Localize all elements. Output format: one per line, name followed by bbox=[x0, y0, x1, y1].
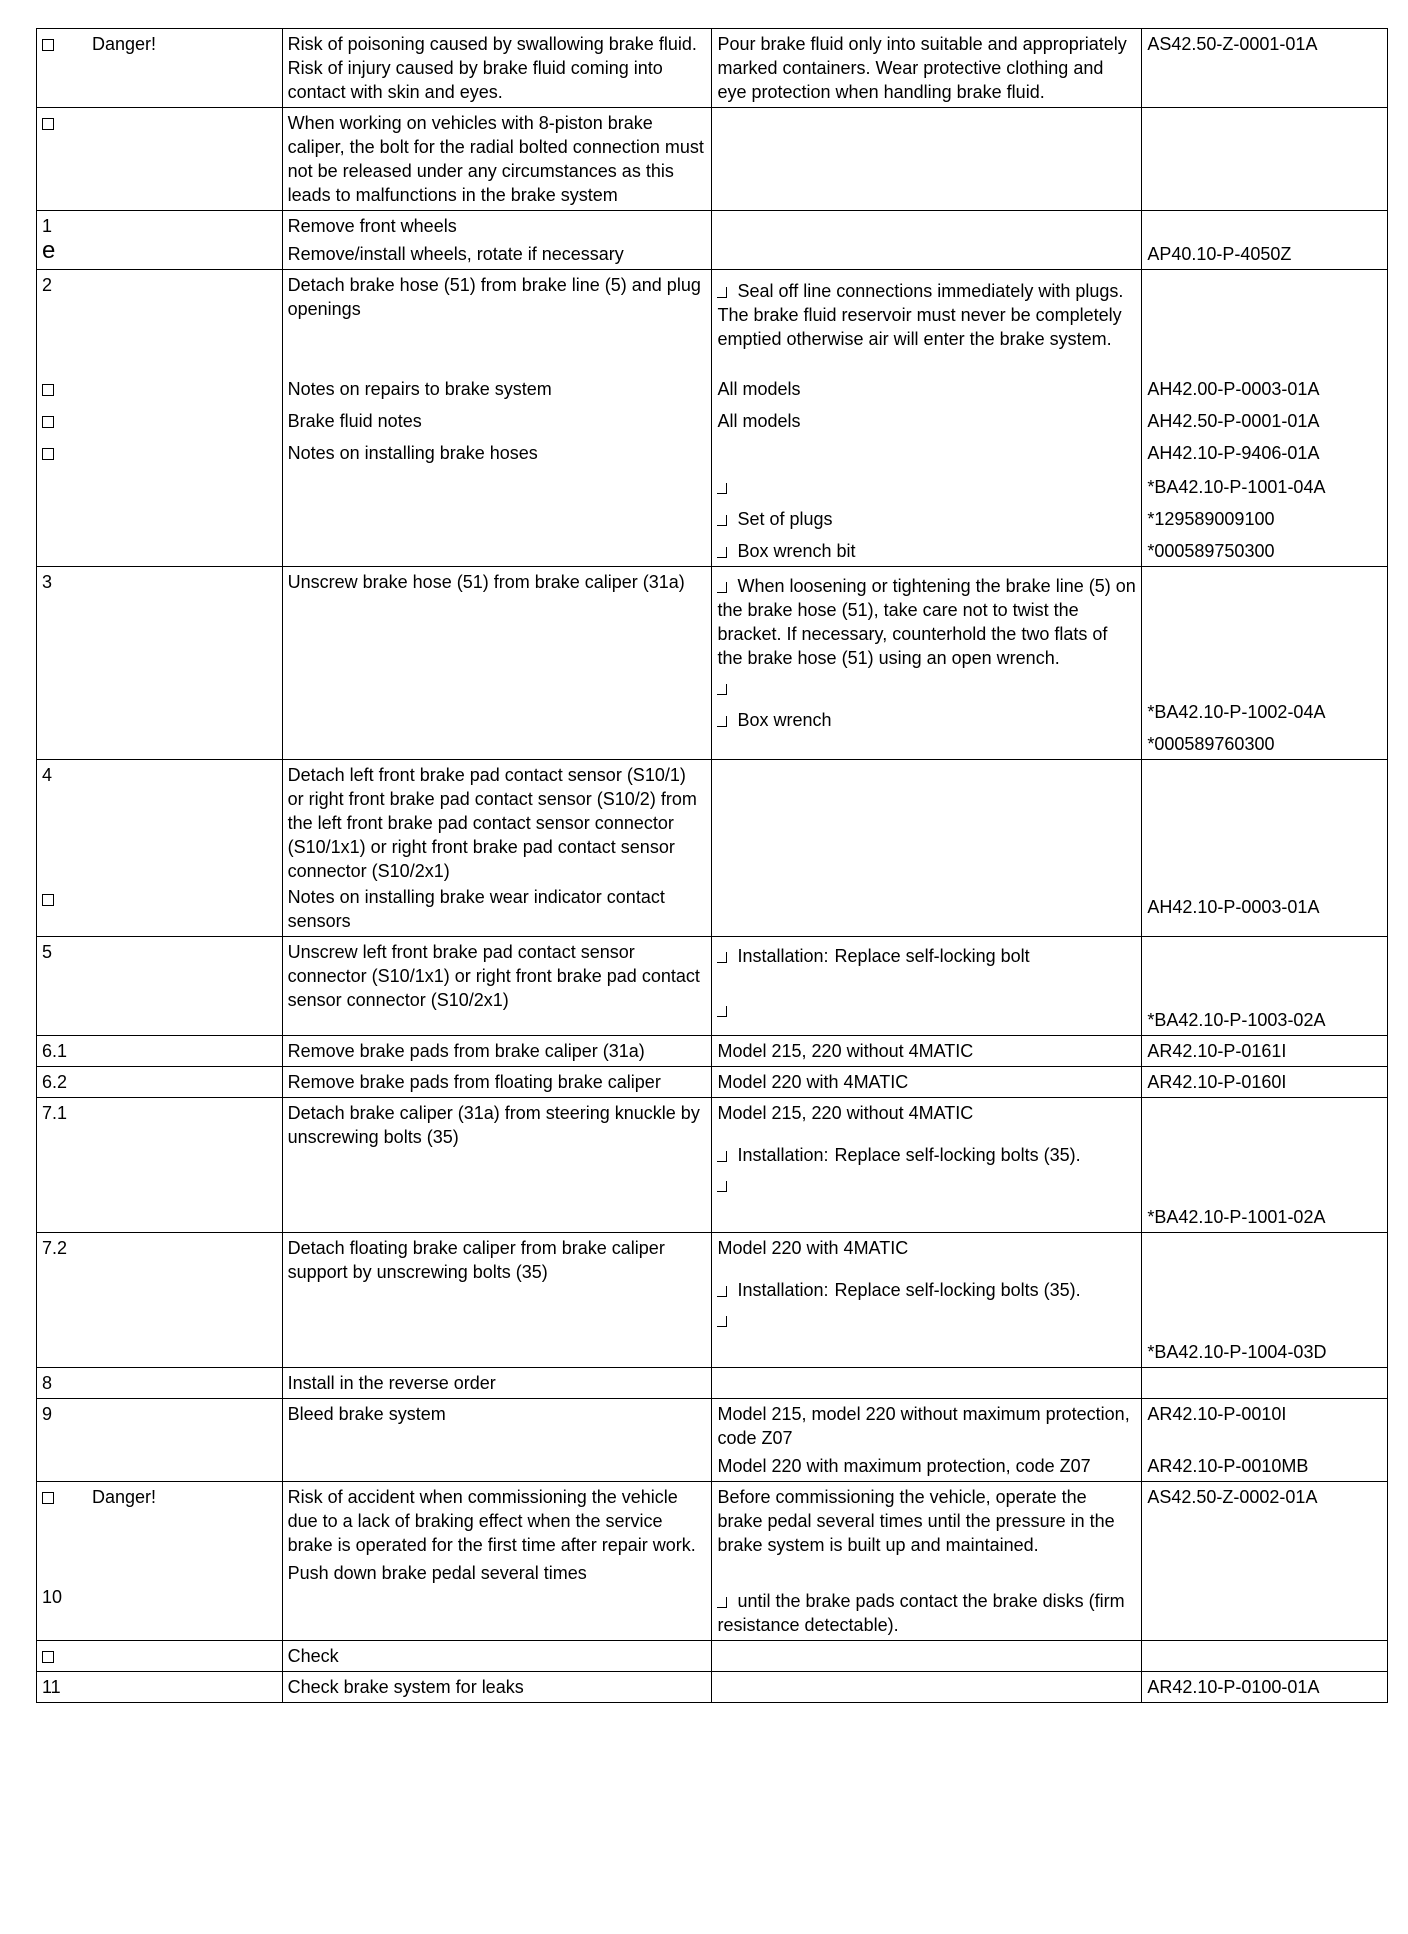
description-cell: Bleed brake system bbox=[282, 1399, 712, 1482]
notes-cell bbox=[712, 1482, 1142, 1641]
notes-cell bbox=[712, 211, 1142, 270]
model-text: Model 215, 220 without 4MATIC bbox=[717, 1103, 974, 1123]
step-number: 2 bbox=[42, 275, 53, 295]
note-text: When loosening or tightening the brake line (5) on the brake hose (51), take care not to twist the bracket. If necessary, counterhold the two flats of the brake hose (51) using an open wrench. bbox=[717, 576, 1136, 668]
checkbox-icon bbox=[42, 39, 54, 51]
bullet-icon bbox=[717, 716, 727, 727]
description-cell: Install in the reverse order bbox=[282, 1368, 712, 1399]
step-cell: 11 bbox=[37, 1672, 283, 1703]
description-cell: Check bbox=[282, 1641, 712, 1672]
bullet-icon bbox=[717, 684, 727, 695]
installation-label: Installation: bbox=[737, 1280, 829, 1300]
step-cell bbox=[37, 270, 283, 567]
step-number: 4 bbox=[42, 765, 53, 785]
checkbox-icon bbox=[42, 448, 54, 460]
model-text: All models bbox=[717, 379, 801, 399]
notes-cell bbox=[712, 1672, 1142, 1703]
table-row bbox=[37, 108, 1388, 211]
description-cell: Unscrew left front brake pad contact sensor connector (S10/1x1) or right front brake pad contact sensor connector (S10/2x1) bbox=[282, 937, 712, 1036]
reference-cell bbox=[1142, 760, 1388, 937]
reference-cell bbox=[1142, 1641, 1388, 1672]
reference-code: AR42.10-P-0010I bbox=[1147, 1404, 1287, 1424]
description-cell: Check brake system for leaks bbox=[282, 1672, 712, 1703]
description-cell: Unscrew brake hose (51) from brake caliper (31a) bbox=[282, 567, 712, 760]
reference-code: *BA42.10-P-1001-04A bbox=[1147, 477, 1326, 497]
bullet-icon bbox=[717, 952, 727, 963]
note-text: Before commissioning the vehicle, operate the brake pedal several times until the pressure in the brake system is built up and maintained. bbox=[717, 1487, 1115, 1555]
bullet-icon bbox=[717, 1597, 727, 1608]
notes-cell bbox=[712, 567, 1142, 760]
step-cell bbox=[37, 29, 283, 108]
description-cell: Detach floating brake caliper from brake caliper support by unscrewing bolts (35) bbox=[282, 1233, 712, 1368]
table-row bbox=[37, 1672, 1388, 1703]
step-text: Remove/install wheels, rotate if necessary bbox=[287, 244, 624, 264]
bullet-icon bbox=[717, 287, 727, 298]
description-cell: Remove brake pads from floating brake caliper bbox=[282, 1067, 712, 1098]
notes-cell bbox=[712, 1098, 1142, 1233]
reference-code: *BA42.10-P-1001-02A bbox=[1147, 1207, 1326, 1227]
reference-cell: AR42.10-P-0160I bbox=[1142, 1067, 1388, 1098]
reference-cell bbox=[1142, 1399, 1388, 1482]
reference-cell bbox=[1142, 567, 1388, 760]
step-text: Brake fluid notes bbox=[287, 411, 422, 431]
step-cell: 6.2 bbox=[37, 1067, 283, 1098]
model-text: Model 220 with maximum protection, code Z07 bbox=[717, 1456, 1091, 1476]
reference-cell bbox=[1142, 211, 1388, 270]
description-cell: Remove brake pads from brake caliper (31a) bbox=[282, 1036, 712, 1067]
step-cell: 6.1 bbox=[37, 1036, 283, 1067]
step-text: Detach left front brake pad contact sensor (S10/1) or right front brake pad contact sensor (S10/2) from the left front brake pad contact sensor connector (S10/1x1) or right front brake pad contact sensor connector (S10/2x1) bbox=[287, 765, 697, 881]
table-row bbox=[37, 1036, 1388, 1067]
bullet-icon bbox=[717, 1181, 727, 1192]
description-cell bbox=[282, 1482, 712, 1641]
description-cell: Risk of poisoning caused by swallowing brake fluid. Risk of injury caused by brake fluid coming into contact with skin and eyes. bbox=[282, 29, 712, 108]
bullet-icon bbox=[717, 1286, 727, 1297]
notes-cell: Model 215, 220 without 4MATIC bbox=[712, 1036, 1142, 1067]
step-number: 1 bbox=[42, 216, 53, 236]
installation-label: Installation: bbox=[737, 946, 829, 966]
step-cell bbox=[37, 760, 283, 937]
bullet-icon bbox=[717, 1006, 727, 1017]
reference-cell: AR42.10-P-0161I bbox=[1142, 1036, 1388, 1067]
reference-code: *000589750300 bbox=[1147, 541, 1275, 561]
bullet-icon bbox=[717, 582, 727, 593]
reference-code: *BA42.10-P-1004-03D bbox=[1147, 1342, 1327, 1362]
step-cell bbox=[37, 1482, 283, 1641]
danger-label: Danger! bbox=[92, 1487, 157, 1507]
note-text bbox=[717, 279, 1136, 375]
description-cell: When working on vehicles with 8-piston brake caliper, the bolt for the radial bolted connection must not be released under any circumstances as this leads to malfunctions in the brake system bbox=[282, 108, 712, 211]
notes-cell bbox=[712, 760, 1142, 937]
step-cell: 7.2 bbox=[37, 1233, 283, 1368]
table-row bbox=[37, 211, 1388, 270]
table-row bbox=[37, 1482, 1388, 1641]
reference-code: AH42.00-P-0003-01A bbox=[1147, 379, 1320, 399]
reference-code: AH42.10-P-9406-01A bbox=[1147, 443, 1320, 463]
step-text: Push down brake pedal several times bbox=[287, 1563, 587, 1583]
notes-cell bbox=[712, 1641, 1142, 1672]
checkbox-icon bbox=[42, 1492, 54, 1504]
reference-code: AP40.10-P-4050Z bbox=[1147, 244, 1292, 264]
reference-cell: AS42.50-Z-0001-01A bbox=[1142, 29, 1388, 108]
model-text: Model 215, model 220 without maximum protection, code Z07 bbox=[717, 1404, 1130, 1448]
step-cell: 3 bbox=[37, 567, 283, 760]
bullet-icon bbox=[717, 483, 727, 494]
table-row bbox=[37, 1098, 1388, 1233]
reference-code: AH42.50-P-0001-01A bbox=[1147, 411, 1320, 431]
installation-label: Installation: bbox=[737, 1145, 829, 1165]
step-text: Notes on installing brake wear indicator contact sensors bbox=[287, 887, 665, 931]
note-text: Replace self-locking bolt bbox=[834, 946, 1030, 966]
step-cell: 9 bbox=[37, 1399, 283, 1482]
step-cell bbox=[37, 1641, 283, 1672]
reference-code: *000589760300 bbox=[1147, 734, 1275, 754]
table-row bbox=[37, 29, 1388, 108]
note-text: Replace self-locking bolts (35). bbox=[834, 1145, 1081, 1165]
table-row bbox=[37, 1641, 1388, 1672]
bullet-icon bbox=[717, 547, 727, 558]
table-row bbox=[37, 270, 1388, 567]
reference-cell bbox=[1142, 937, 1388, 1036]
notes-cell bbox=[712, 937, 1142, 1036]
reference-cell bbox=[1142, 1098, 1388, 1233]
step-cell: 5 bbox=[37, 937, 283, 1036]
reference-cell bbox=[1142, 270, 1388, 567]
note-text-content: Seal off line connections immediately with plugs. The brake fluid reservoir must never be completely emptied otherwise air will enter the brake system. bbox=[717, 281, 1124, 349]
tool-text: Box wrench bit bbox=[737, 541, 856, 561]
notes-cell: Pour brake fluid only into suitable and appropriately marked containers. Wear protective clothing and eye protection when handling brake fluid. bbox=[712, 29, 1142, 108]
reference-cell bbox=[1142, 108, 1388, 211]
reference-code: AH42.10-P-0003-01A bbox=[1147, 897, 1320, 917]
notes-cell: Model 220 with 4MATIC bbox=[712, 1067, 1142, 1098]
notes-cell bbox=[712, 108, 1142, 211]
checkbox-icon bbox=[42, 416, 54, 428]
description-cell bbox=[282, 270, 712, 567]
table-row bbox=[37, 1368, 1388, 1399]
checkbox-icon bbox=[42, 118, 54, 130]
step-text: Risk of accident when commissioning the vehicle due to a lack of braking effect when the service brake is operated for the first time after repair work. bbox=[287, 1487, 696, 1555]
reference-cell: AS42.50-Z-0002-01A bbox=[1142, 1482, 1388, 1641]
reference-code: AR42.10-P-0010MB bbox=[1147, 1456, 1309, 1476]
step-cell bbox=[37, 211, 283, 270]
bullet-icon bbox=[717, 515, 727, 526]
reference-code: *BA42.10-P-1002-04A bbox=[1147, 702, 1326, 722]
notes-cell bbox=[712, 1233, 1142, 1368]
tool-text: Box wrench bbox=[737, 710, 832, 730]
step-text: Remove front wheels bbox=[287, 216, 457, 236]
notes-cell bbox=[712, 270, 1142, 567]
model-text: All models bbox=[717, 411, 801, 431]
table-row bbox=[37, 937, 1388, 1036]
checkbox-icon bbox=[42, 1651, 54, 1663]
table-row bbox=[37, 567, 1388, 760]
tool-text: Set of plugs bbox=[737, 509, 833, 529]
notes-cell bbox=[712, 1368, 1142, 1399]
danger-label: Danger! bbox=[92, 34, 157, 54]
table-row bbox=[37, 1067, 1388, 1098]
step-text: Notes on installing brake hoses bbox=[287, 443, 538, 463]
step-cell: 8 bbox=[37, 1368, 283, 1399]
step-text: Detach brake hose (51) from brake line (5) and plug openings bbox=[287, 275, 701, 319]
step-cell bbox=[37, 108, 283, 211]
description-cell: Detach brake caliper (31a) from steering knuckle by unscrewing bolts (35) bbox=[282, 1098, 712, 1233]
description-cell bbox=[282, 760, 712, 937]
reference-cell bbox=[1142, 1368, 1388, 1399]
step-marker: e bbox=[42, 237, 56, 264]
step-number: 10 bbox=[42, 1587, 63, 1607]
checkbox-icon bbox=[42, 384, 54, 396]
reference-code: *BA42.10-P-1003-02A bbox=[1147, 1010, 1326, 1030]
reference-cell bbox=[1142, 1233, 1388, 1368]
table-row bbox=[37, 1233, 1388, 1368]
step-cell: 7.1 bbox=[37, 1098, 283, 1233]
notes-cell bbox=[712, 1399, 1142, 1482]
model-text: Model 220 with 4MATIC bbox=[717, 1238, 909, 1258]
bullet-icon bbox=[717, 1316, 727, 1327]
reference-cell: AR42.10-P-0100-01A bbox=[1142, 1672, 1388, 1703]
description-cell bbox=[282, 211, 712, 270]
table-row bbox=[37, 760, 1388, 937]
note-text: Replace self-locking bolts (35). bbox=[834, 1280, 1081, 1300]
step-text: Notes on repairs to brake system bbox=[287, 379, 552, 399]
reference-code: *129589009100 bbox=[1147, 509, 1275, 529]
bullet-icon bbox=[717, 1151, 727, 1162]
table-row bbox=[37, 1399, 1388, 1482]
checkbox-icon bbox=[42, 894, 54, 906]
note-text: until the brake pads contact the brake disks (firm resistance detectable). bbox=[717, 1591, 1125, 1635]
procedure-table bbox=[36, 28, 1388, 1703]
